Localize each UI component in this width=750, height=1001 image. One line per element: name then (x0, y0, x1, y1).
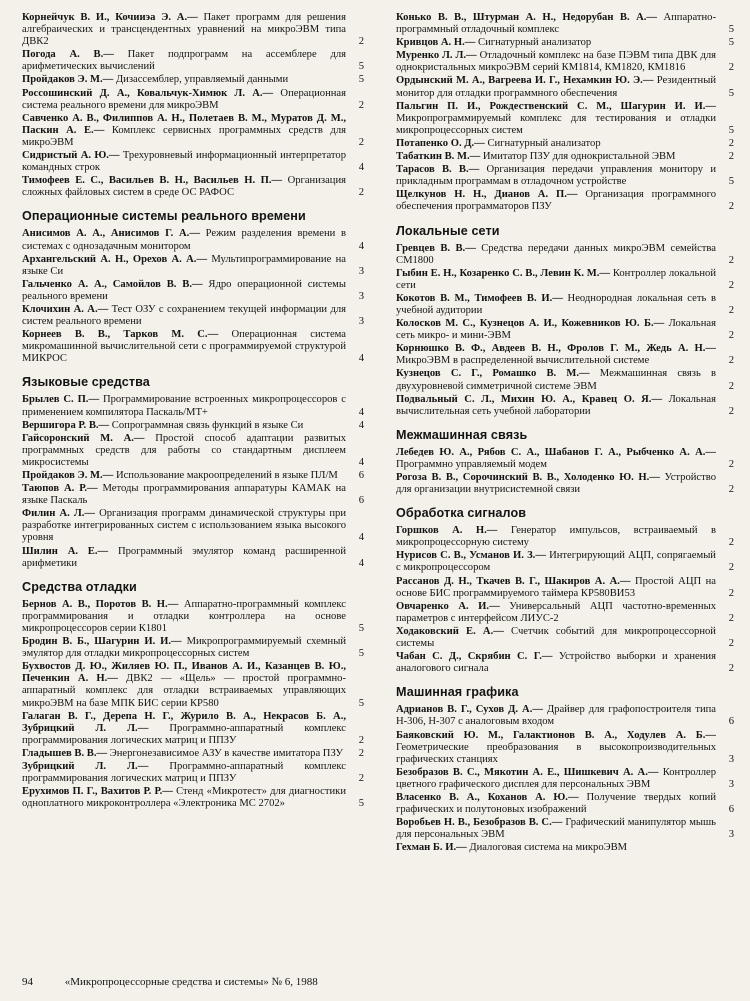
section-heading: Машинная графика (396, 685, 519, 700)
entry-authors: Подвальный С. Л., Михин Ю. А., Кравец О. Я.— (396, 393, 663, 405)
entry-authors: Муренко Л. Л.— (396, 50, 477, 62)
entry-issue-number: 3 (358, 265, 364, 277)
bibliography-entry (396, 730, 734, 766)
bibliography-entry (22, 599, 364, 635)
bibliography-entry (396, 817, 734, 841)
entry-issue-number: 4 (358, 240, 364, 252)
bibliography-entry (396, 101, 734, 137)
entry-title: Режим разделения времени в системах с однозадачным монитором (22, 228, 347, 252)
entry-authors: Щелкунов Н. Н., Дианов А. П.— (396, 189, 578, 201)
entry-issue-number: 2 (358, 99, 364, 111)
entry-issue-number: 5 (728, 24, 734, 36)
entry-title: Микропрограммируемый комплекс для тестирования и отладки микропроцессорных систем (396, 112, 716, 136)
entry-title: Использование макроопределений в языке ПЛ/М (115, 470, 338, 481)
entry-title: Универсальный АЦП частотно-временных параметров с интерфейсом ЛИУС-2 (396, 600, 716, 624)
entry-issue-number: 2 (728, 62, 734, 74)
bibliography-entry (396, 626, 734, 650)
bibliography-entry (22, 12, 364, 48)
entry-title: Генератор импульсов, встраиваемый в микропроцессорную систему (396, 525, 716, 549)
entry-issue-number: 2 (728, 458, 734, 470)
bibliography-entry (396, 447, 734, 471)
entry-authors: Сидристый А. Ю.— (22, 150, 120, 162)
entry-issue-number: 3 (358, 290, 364, 302)
bibliography-entry (22, 483, 364, 507)
entry-authors: Баяковский Ю. М., Галактионов В. А., Ходулев А. Б.— (396, 729, 716, 741)
entry-authors: Савченко А. В., Филиппов А. Н., Полетаев В. М., Муратов Д. М., Паскин А. Е.— (22, 112, 346, 136)
entry-authors: Пройдаков Э. М.— (22, 74, 114, 86)
bibliography-entry (396, 164, 734, 188)
bibliography-entry (22, 88, 364, 112)
entry-authors: Анисимов А. А., Анисимов Г. А.— (22, 228, 200, 240)
entry-title: Организация программного обеспечения программаторов ПЗУ (396, 189, 716, 213)
bibliography-entry (22, 786, 364, 810)
entry-authors: Власенко В. А., Коханов А. Ю.— (396, 791, 579, 803)
entry-authors: Горшков А. Н.— (396, 525, 498, 537)
entry-issue-number: 2 (728, 587, 734, 599)
entry-authors: Тимофеев Е. С., Васильев В. Н., Васильев Н. П.— (22, 175, 283, 187)
bibliography-entry (22, 74, 364, 86)
entry-title: Межмашинная связь в двухуровневой симметричной системе ЭВМ (396, 368, 716, 392)
entry-issue-number: 2 (728, 484, 734, 496)
entry-authors: Гревцев В. В.— (396, 242, 476, 254)
entry-authors: Воробьев Н. В., Безобразов В. С.— (396, 817, 563, 829)
bibliography-entry (396, 368, 734, 392)
entry-title: Программно-аппаратный комплекс программирования логических матриц и ППЗУ (22, 760, 347, 785)
entry-title: Контроллер цветного графического дисплея для персональных ЭВМ (396, 766, 717, 790)
entry-issue-number: 2 (728, 137, 734, 149)
entry-issue-number: 2 (728, 612, 734, 624)
entry-title: Дизассемблер, управляемый данными (115, 74, 289, 86)
entry-title: Средства передачи данных микроЭВМ семейства СМ1800 (396, 242, 716, 266)
entry-title: Организация передачи управления монитору и прикладным программам в отладочном устройстве (396, 164, 716, 188)
entry-issue-number: 5 (728, 87, 734, 99)
bibliography-entry (396, 576, 734, 600)
bibliography-entry (22, 394, 364, 418)
entry-title: Неоднородная локальная сеть в учебной аудитории (396, 292, 716, 316)
entry-authors: Бернов А. В., Поротов В. Н.— (22, 598, 179, 610)
entry-authors: Нурисов С. В., Усманов И. З.— (396, 550, 546, 562)
bibliography-entry (396, 75, 734, 99)
bibliography-entry (396, 792, 734, 816)
entry-issue-number: 2 (728, 380, 734, 392)
entry-title: МикроЭВМ в распределенной вычислительной системе (396, 355, 650, 367)
entry-title: Энергонезависимое АЗУ в качестве имитатора ПЗУ (109, 747, 343, 759)
bibliography-entry (396, 525, 734, 549)
entry-title: Методы программирования аппаратуры КАМАК на языке Паскаль (22, 483, 346, 507)
entry-title: Контроллер локальной сети (396, 267, 717, 291)
entry-issue-number: 5 (728, 37, 734, 49)
entry-authors: Овчаренко А. И.— (396, 600, 500, 612)
entry-authors: Гехман Б. И.— (396, 842, 467, 854)
bibliography-entry (22, 546, 364, 570)
entry-authors: Бродин В. Б., Шагурин И. И.— (22, 636, 182, 648)
section-heading: Обработка сигналов (396, 506, 527, 521)
bibliography-entry (22, 304, 364, 328)
bibliography-entry (22, 329, 364, 365)
entry-title: Устройство выборки и хранения аналогового сигнала (396, 651, 716, 675)
entry-title: Драйвер для графопостроителя типа Н-306, Н-307 с аналоговым входом (396, 704, 716, 728)
entry-issue-number: 3 (728, 829, 734, 841)
bibliography-entry (396, 394, 734, 418)
entry-issue-number: 5 (358, 697, 364, 709)
entry-authors: Вершигора Р. В.— (22, 419, 110, 431)
entry-authors: Потапенко О. Д.— (396, 137, 485, 149)
entry-issue-number: 5 (358, 74, 364, 86)
section-heading: Локальные сети (396, 223, 500, 238)
bibliography-entry (396, 50, 734, 74)
entry-authors: Кривцов А. Н.— (396, 37, 476, 49)
entry-authors: Филин А. Л.— (22, 508, 95, 520)
bibliography-entry (396, 550, 734, 574)
entry-title: Программирование встроенных микропроцессоров с применением компилятора Паскаль/МТ+ (22, 394, 346, 418)
bibliography-entry (396, 37, 734, 49)
entry-authors: Галаган В. Г., Дерепа Н. Г., Журило В. А., Некрасов Б. А., Зубрицкий Л. Л.— (22, 710, 346, 734)
bibliography-entry (22, 661, 364, 709)
bibliography-entry (396, 268, 734, 292)
entry-title: Геометрические преобразования в высокопроизводительных графических станциях (396, 741, 716, 765)
entry-issue-number: 2 (728, 405, 734, 417)
entry-title: Операционная система микромашинной вычислительной сети с программируемой структурой МИКРОС (22, 329, 346, 365)
entry-title: Отладочный комплекс на базе ПЭВМ типа ДВК для однокристальных микроЭВМ серий КМ1814, КМ1820, КМ1816 (396, 50, 716, 74)
entry-title: Программный эмулятор команд расширенной арифметики (22, 545, 346, 569)
entry-issue-number: 4 (358, 406, 364, 418)
entry-issue-number: 5 (358, 622, 364, 634)
entry-title: Аппаратно-программный отладочный комплекс (396, 12, 716, 36)
entry-authors: Гальченко А. А., Самойлов В. В.— (22, 278, 203, 290)
entry-issue-number: 5 (358, 61, 364, 73)
bibliography-entry (22, 150, 364, 174)
bibliography-entry (396, 151, 734, 163)
entry-title: Организация сложных файловых систем в среде ОС РАФОС (22, 175, 346, 199)
bibliography-entry (22, 420, 364, 432)
entry-issue-number: 3 (358, 316, 364, 328)
entry-authors: Гайсоронский М. А.— (22, 432, 145, 444)
entry-issue-number: 2 (358, 136, 364, 148)
entry-title: Диалоговая система на микроЭВМ (469, 842, 628, 854)
entry-issue-number: 3 (728, 753, 734, 765)
bibliography-entry (22, 748, 364, 760)
entry-authors: Кузнецов С. Г., Ромашко В. М.— (396, 368, 590, 380)
entry-issue-number: 4 (358, 532, 364, 544)
entry-title: Резидентный монитор для отладки программного обеспечения (396, 75, 716, 99)
entry-issue-number: 4 (358, 353, 364, 365)
entry-authors: Гыбин Е. Н., Козаренко С. В., Левин К. М.— (396, 267, 611, 279)
entry-issue-number: 2 (728, 254, 734, 266)
left-column (22, 12, 364, 811)
entry-authors: Брылев С. П.— (22, 394, 100, 406)
entry-title: Простой АЦП на основе БИС программируемого таймера КР580ВИ53 (396, 575, 716, 599)
entry-issue-number: 2 (358, 36, 364, 48)
bibliography-entry (22, 279, 364, 303)
entry-issue-number: 2 (358, 747, 364, 759)
entry-authors: Рогоза В. В., Сорочинский В. В., Холоденко Ю. Н.— (396, 472, 660, 483)
entry-title: Аппаратно-программный комплекс программирования и отладки контроллера на основе микропроцессоров серии К1801 (22, 598, 346, 634)
entry-title: Интегрирующий АЦП, сопрягаемый с микропроцессором (396, 550, 716, 574)
entry-issue-number: 2 (728, 562, 734, 574)
entry-authors: Чабан С. Д., Скрябин С. Г.— (396, 651, 553, 663)
page-footer (22, 976, 722, 988)
entry-issue-number: 4 (358, 557, 364, 569)
entry-authors: Зубрицкий Л. Л.— (22, 760, 149, 772)
entry-title: Имитатор ПЗУ для однокристальной ЭВМ (482, 151, 676, 163)
entry-authors: Адрианов В. Г., Сухов Д. А.— (396, 704, 543, 716)
entry-issue-number: 6 (358, 495, 364, 507)
entry-authors: Гладышев В. В.— (22, 747, 108, 759)
entry-title: Сопрограммная связь функций в языке Си (111, 419, 304, 431)
entry-title: Локальная сеть микро- и мини-ЭВМ (396, 318, 717, 342)
bibliography-entry (22, 761, 364, 785)
bibliography-entry (396, 318, 734, 342)
entry-title: ДВК2 — «Щель» — простой программно-аппаратный комплекс для отладки встраиваемых управляющих микроЭВМ на базе МПК БИС серии КР580 (22, 673, 346, 709)
entry-issue-number: 3 (728, 778, 734, 790)
bibliography-entry (22, 49, 364, 73)
section-heading: Операционные системы реального времени (22, 209, 306, 224)
entry-title: Счетчик событий для микропроцессорной системы (396, 625, 716, 650)
entry-authors: Архангельский А. Н., Орехов А. А.— (22, 253, 208, 265)
bibliography-entry (396, 293, 734, 317)
bibliography-entry (22, 711, 364, 747)
entry-issue-number: 5 (728, 124, 734, 136)
section-heading: Средства отладки (22, 579, 137, 594)
entry-authors: Табаткин В. М.— (396, 151, 481, 163)
entry-authors: Погода А. В.— (22, 49, 114, 61)
entry-title: Получение твердых копий графических и полутоновых изображений (396, 791, 717, 816)
entry-issue-number: 2 (728, 330, 734, 342)
entry-authors: Колосков М. С., Кузнецов А. И., Кожевников Ю. Б.— (396, 318, 665, 330)
entry-issue-number: 2 (358, 773, 364, 785)
bibliography-entry (396, 601, 734, 625)
entry-authors: Кокотов В. М., Тимофеев В. И.— (396, 292, 563, 304)
bibliography-entry (22, 254, 364, 278)
bibliography-entry (396, 138, 734, 150)
entry-title: Микропрограммируемый схемный эмулятор для отладки микропроцессорных систем (22, 636, 346, 660)
entry-title: Сигнатурный анализатор (478, 37, 592, 49)
entry-title: Простой способ адаптации развитых программных средств для работы со стандартным дисплеем микросистемы (22, 432, 347, 468)
entry-authors: Клочихин А. А.— (22, 303, 109, 315)
entry-issue-number: 5 (358, 648, 364, 660)
entry-title: Комплекс сервисных программных средств для микроЭВМ (22, 124, 346, 148)
entry-issue-number: 2 (728, 304, 734, 316)
entry-title: Тест ОЗУ с сохранением текущей информации для систем реального времени (22, 303, 346, 328)
entry-authors: Корнеев В. В., Тарков М. С.— (22, 329, 219, 341)
entry-title: Графический манипулятор мышь для персональных ЭВМ (396, 817, 717, 841)
entry-title: Локальная вычислительная сеть учебной лаборатории (396, 393, 716, 417)
entry-authors: Россошинский Д. А., Ковальчук-Химюк Л. А.— (22, 87, 274, 99)
entry-issue-number: 2 (358, 734, 364, 746)
bibliography-entry (22, 470, 364, 482)
entry-title: Стенд «Микротест» для диагностики одноплатного микроконтроллера «Электроника МС 2702» (22, 786, 346, 810)
entry-authors: Корнейчук В. И., Кочииэа Э. А.— (22, 12, 198, 23)
entry-issue-number: 4 (358, 419, 364, 431)
entry-title: Трехуровневый информационный интерпретатор командных строк (22, 150, 346, 174)
bibliography-entry (396, 842, 734, 854)
bibliography-entry (22, 228, 364, 252)
entry-issue-number: 6 (728, 716, 734, 728)
entry-authors: Лебедев Ю. А., Рябов С. А., Шабанов Г. А., Рыбченко А. А.— (396, 446, 716, 458)
entry-issue-number: 4 (358, 162, 364, 174)
entry-title: Сигнатурный анализатор (487, 137, 601, 149)
entry-issue-number: 2 (728, 537, 734, 549)
entry-authors: Корнюшко В. Ф., Авдеев В. Н., Фролов Г. М., Жедь А. Н.— (396, 343, 716, 355)
entry-authors: Ордынский М. А., Вагреева И. Г., Нехамкин Ю. Э.— (396, 75, 654, 87)
bibliography-entry (396, 189, 734, 213)
entry-title: Организация программ динамической структуры при разработке интегрированных систем с использованием языка высокого уровня (22, 508, 346, 544)
bibliography-entry (396, 12, 734, 36)
bibliography-entry (396, 243, 734, 267)
entry-issue-number: 2 (358, 187, 364, 199)
entry-issue-number: 5 (728, 176, 734, 188)
bibliography-entry (396, 343, 734, 367)
bibliography-entry (22, 175, 364, 199)
entry-title: Пакет подпрограмм на ассемблере для арифметических вычислений (22, 49, 346, 73)
journal-title: «Микропроцессорные средства и системы» № 6, 1988 (64, 976, 318, 988)
entry-title: Программно-аппаратный комплекс программирования логических матриц и ППЗУ (22, 722, 347, 746)
entry-issue-number: 6 (358, 470, 364, 481)
entry-issue-number: 2 (728, 638, 734, 650)
entry-authors: Пальгин П. И., Рождественский С. М., Шагурин И. И.— (396, 100, 716, 112)
entry-authors: Пройдаков Э. М.— (22, 470, 114, 481)
entry-authors: Тарасов В. В.— (396, 164, 480, 176)
entry-authors: Конько В. В., Штурман А. Н., Недорубан В. А.— (396, 12, 657, 23)
entry-issue-number: 5 (358, 798, 364, 810)
section-heading: Межмашинная связь (396, 427, 528, 442)
entry-authors: Таюпов А. Р.— (22, 483, 98, 495)
bibliography-entry (22, 636, 364, 660)
entry-issue-number: 6 (728, 804, 734, 816)
entry-authors: Безобразов В. С., Мякотин А. Е., Шишкевич А. А.— (396, 766, 659, 778)
bibliography-entry (22, 508, 364, 544)
bibliography-entry (396, 472, 734, 496)
entry-title: Пакет программ для решения алгебраических и трансцендентных уравнений на микроЭВМ типа ДВК2 (22, 12, 346, 48)
entry-authors: Ходаковский Е. А.— (396, 625, 504, 637)
page-number: 94 (22, 976, 33, 988)
entry-authors: Шилин А. Е.— (22, 545, 109, 557)
entry-issue-number: 4 (358, 456, 364, 468)
entry-issue-number: 2 (728, 355, 734, 367)
right-column (396, 12, 734, 855)
entry-authors: Бухвостов Д. Ю., Жиляев Ю. П., Иванов А. И., Казанцев В. Ю., Печенкин А. Н.— (22, 661, 346, 685)
entry-authors: Ерухимов П. Г., Вахитов Р. Р.— (22, 786, 173, 798)
bibliography-entry (396, 767, 734, 791)
entry-issue-number: 2 (728, 151, 734, 163)
entry-title: Программно управляемый модем (396, 458, 547, 470)
entry-title: Операционная система реального времени для микроЭВМ (22, 87, 346, 111)
bibliography-entry (22, 113, 364, 149)
entry-title: Устройство для организации внутрисистемной связи (396, 472, 716, 496)
entry-authors: Рассанов Д. Н., Ткачев В. Г., Шакиров А. А.— (396, 575, 631, 587)
bibliography-entry (396, 704, 734, 728)
entry-issue-number: 2 (728, 201, 734, 213)
entry-title: Мультипрограммирование на языке Си (22, 253, 346, 277)
entry-issue-number: 2 (728, 279, 734, 291)
entry-issue-number: 2 (728, 663, 734, 675)
bibliography-entry (396, 651, 734, 675)
bibliography-entry (22, 433, 364, 469)
section-heading: Языковые средства (22, 375, 150, 390)
entry-title: Ядро операционной системы реального времени (22, 278, 346, 302)
